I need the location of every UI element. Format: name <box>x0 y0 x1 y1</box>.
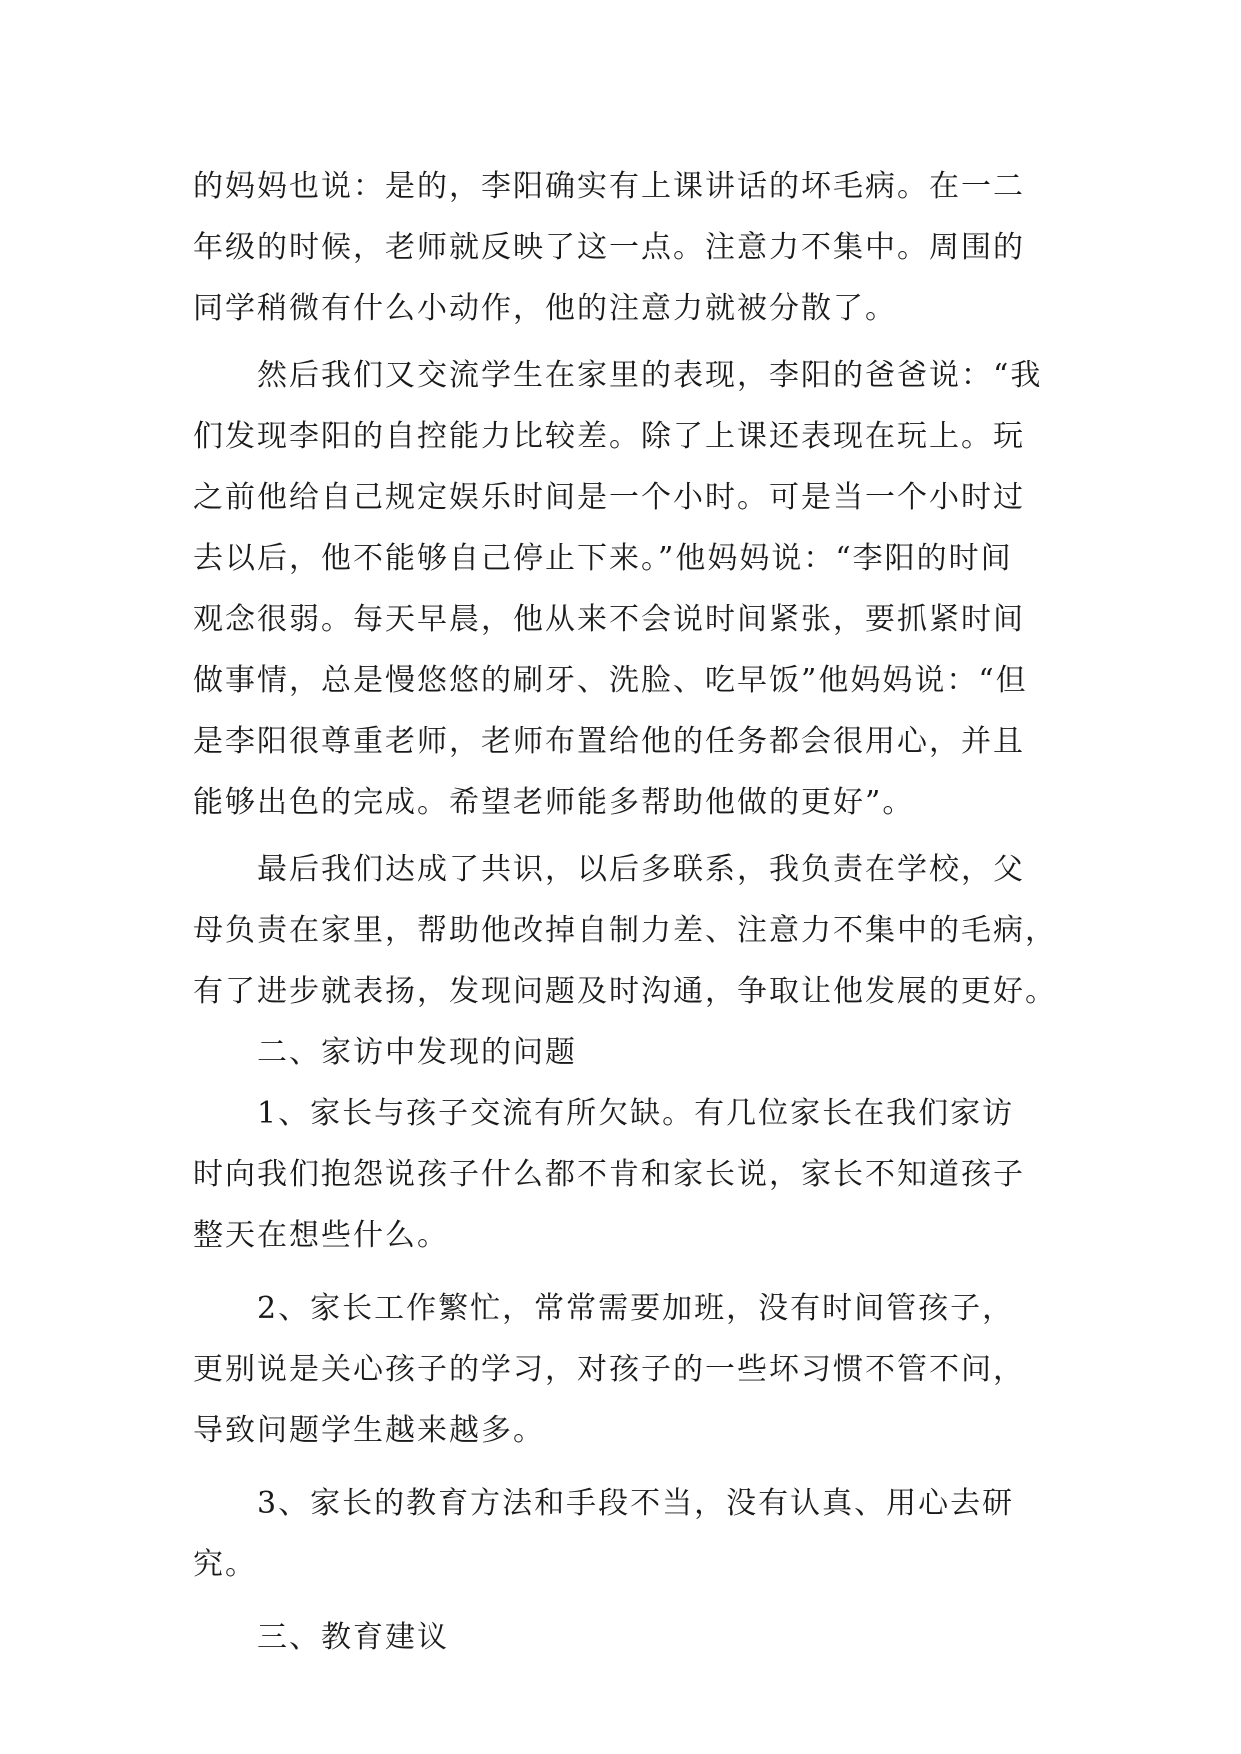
text-line: 然后我们又交流学生在家里的表现，李阳的爸爸说：“我 <box>257 358 1043 393</box>
text-line: 同学稍微有什么小动作，他的注意力就被分散了。 <box>193 291 897 326</box>
text-line: 更别说是关心孩子的学习，对孩子的一些坏习惯不管不问， <box>193 1352 1025 1387</box>
text-line: 做事情，总是慢悠悠的刷牙、洗脸、吃早饭”他妈妈说：“但 <box>193 663 1028 698</box>
heading-text: 二、家访中发现的问题 <box>257 1035 577 1070</box>
paragraph <box>193 345 1053 833</box>
text-line: 的妈妈也说：是的，李阳确实有上课讲话的坏毛病。在一二 <box>193 169 1025 204</box>
text-line: 究。 <box>193 1547 257 1582</box>
paragraph <box>193 839 1057 1022</box>
text-line: 去以后，他不能够自己停止下来。”他妈妈说：“李阳的时间 <box>193 541 1013 576</box>
paragraph <box>193 1278 1053 1461</box>
paragraph <box>193 1083 1053 1266</box>
paragraph <box>193 1473 1053 1595</box>
text-line: 母负责在家里，帮助他改掉自制力差、注意力不集中的毛病， <box>193 913 1057 948</box>
text-line: 整天在想些什么。 <box>193 1218 449 1253</box>
document-body <box>193 156 1057 1668</box>
text-line: 导致问题学生越来越多。 <box>193 1413 545 1448</box>
section-heading <box>193 1022 1053 1083</box>
text-line: 之前他给自己规定娱乐时间是一个小时。可是当一个小时过 <box>193 480 1025 515</box>
text-line: 最后我们达成了共识，以后多联系，我负责在学校，父 <box>257 852 1025 887</box>
text-line: 年级的时候，老师就反映了这一点。注意力不集中。周围的 <box>193 230 1025 265</box>
paragraph <box>193 156 1053 339</box>
text-line: 时向我们抱怨说孩子什么都不肯和家长说，家长不知道孩子 <box>193 1157 1025 1192</box>
heading-text: 三、教育建议 <box>257 1620 449 1655</box>
text-line: 观念很弱。每天早晨，他从来不会说时间紧张，要抓紧时间 <box>193 602 1025 637</box>
text-line: 3、家长的教育方法和手段不当，没有认真、用心去研 <box>257 1486 1015 1521</box>
text-line: 1、家长与孩子交流有所欠缺。有几位家长在我们家访 <box>257 1096 1015 1131</box>
text-line: 2、家长工作繁忙，常常需要加班，没有时间管孩子， <box>257 1291 1015 1326</box>
text-line: 们发现李阳的自控能力比较差。除了上课还表现在玩上。玩 <box>193 419 1025 454</box>
section-heading <box>193 1607 1053 1668</box>
text-line: 能够出色的完成。希望老师能多帮助他做的更好”。 <box>193 785 915 820</box>
text-line: 有了进步就表扬，发现问题及时沟通，争取让他发展的更好。 <box>193 974 1057 1009</box>
text-line: 是李阳很尊重老师，老师布置给他的任务都会很用心，并且 <box>193 724 1025 759</box>
